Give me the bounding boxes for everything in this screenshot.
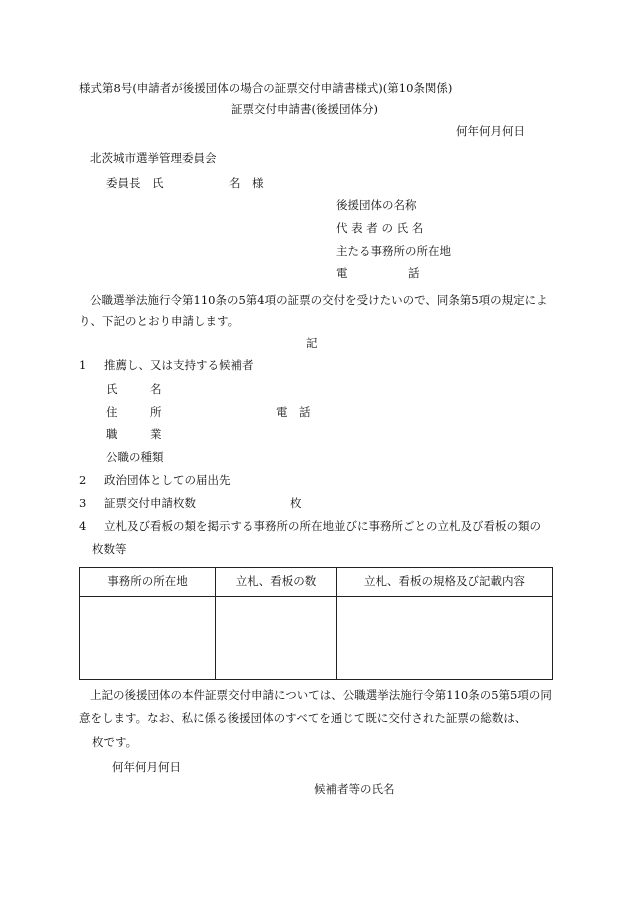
table-header-row bbox=[80, 568, 553, 597]
candidate-phone-label: 電 話 bbox=[276, 405, 311, 419]
item-4-title-line-2: 枚数等 bbox=[92, 542, 127, 556]
applicant-rep-name-label: 代 表 者 の 氏 名 bbox=[336, 221, 424, 235]
body-line-2: り、下記のとおり申請します。 bbox=[79, 314, 240, 328]
signer-name-label: 候補者等の氏名 bbox=[314, 782, 395, 796]
item-4-number: 4 bbox=[79, 519, 87, 533]
consent-line-2: 意をします。なお、私に係る後援団体のすべてを通じて既に交付された証票の総数は、 bbox=[79, 711, 527, 725]
candidate-name-label-1: 氏 bbox=[106, 382, 118, 396]
item-1-number: 1 bbox=[79, 358, 87, 372]
table-cell-sign-count[interactable] bbox=[216, 597, 337, 680]
applicant-office-address-label: 主たる事務所の所在地 bbox=[336, 244, 451, 258]
consent-line-3: 枚です。 bbox=[92, 735, 138, 749]
applicant-phone-label-1: 電 bbox=[336, 266, 348, 280]
candidate-address-label-2: 所 bbox=[150, 405, 162, 419]
consent-line-1: 上記の後援団体の本件証票交付申請については、公職選挙法施行令第110条の5第5項の同 bbox=[90, 688, 552, 702]
candidate-job-label-2: 業 bbox=[150, 427, 162, 441]
committee-name: 北茨城市選挙管理委員会 bbox=[90, 151, 217, 165]
office-type-label: 公職の種類 bbox=[106, 450, 164, 464]
header-date: 何年何月何日 bbox=[456, 124, 525, 138]
item-3-number: 3 bbox=[79, 496, 87, 510]
item-2-title: 政治団体としての届出先 bbox=[104, 473, 231, 487]
ki-mark: 記 bbox=[306, 336, 318, 350]
item-3-title: 証票交付申請枚数 bbox=[104, 496, 196, 510]
item-1-title: 推薦し、又は支持する候補者 bbox=[104, 358, 254, 372]
table-header-sign-count: 立札、看板の数 bbox=[216, 568, 337, 597]
applicant-phone-label-2: 話 bbox=[408, 266, 420, 280]
candidate-name-label-2: 名 bbox=[150, 382, 162, 396]
item-2-number: 2 bbox=[79, 473, 87, 487]
table-cell-sign-spec[interactable] bbox=[337, 597, 553, 680]
table-header-office-address: 事務所の所在地 bbox=[80, 568, 216, 597]
consent-date: 何年何月何日 bbox=[112, 760, 181, 774]
item-4-title-line-1: 立札及び看板の類を掲示する事務所の所在地並びに事務所ごとの立札及び看板の類の bbox=[104, 519, 541, 533]
table-row bbox=[80, 597, 553, 680]
candidate-address-label-1: 住 bbox=[106, 405, 118, 419]
table-cell-office-address[interactable] bbox=[80, 597, 216, 680]
chair-name-suffix: 名 様 bbox=[229, 176, 264, 190]
candidate-job-label-1: 職 bbox=[106, 427, 118, 441]
document-title: 証票交付申請書(後援団体分) bbox=[231, 102, 378, 116]
office-sign-table bbox=[79, 567, 553, 680]
table-header-sign-spec: 立札、看板の規格及び記載内容 bbox=[337, 568, 553, 597]
applicant-org-name-label: 後援団体の名称 bbox=[336, 198, 417, 212]
form-number: 様式第8号(申請者が後援団体の場合の証票交付申請書様式)(第10条関係) bbox=[79, 81, 453, 95]
chair-prefix: 委員長 氏 bbox=[106, 176, 164, 190]
item-3-unit: 枚 bbox=[290, 496, 302, 510]
body-line-1: 公職選挙法施行令第110条の5第4項の証票の交付を受けたいので、同条第5項の規定によ bbox=[90, 293, 548, 307]
